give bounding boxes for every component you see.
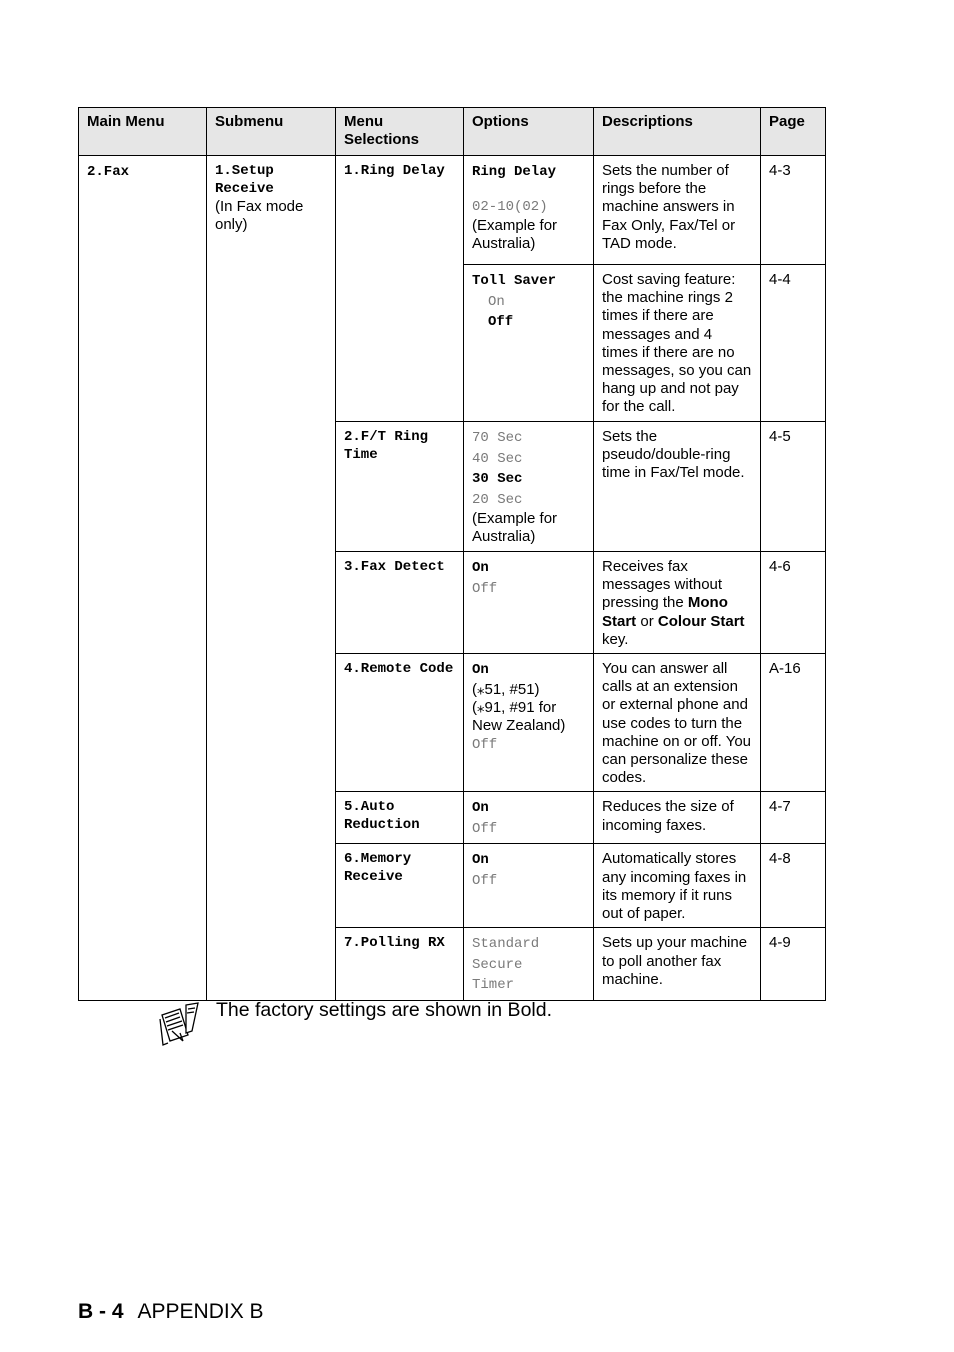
option-value: Timer bbox=[472, 977, 515, 994]
menu-selection-cell bbox=[336, 156, 464, 422]
page-cell: 4-3 bbox=[761, 156, 826, 265]
menu-selection-cell bbox=[336, 552, 464, 654]
option-value: 70 Sec bbox=[472, 430, 523, 446]
options-cell bbox=[464, 265, 594, 422]
header-page: Page bbox=[761, 108, 826, 156]
table-body bbox=[79, 156, 826, 1001]
description-cell bbox=[594, 156, 761, 265]
header-descriptions: Descriptions bbox=[594, 108, 761, 156]
header-submenu: Submenu bbox=[207, 108, 336, 156]
option-spacer bbox=[472, 183, 585, 197]
description-text: Cost saving feature: the machine rings 2 times if there are messages and 4 times if there are no messages, so you can hang up and not pay for the call. bbox=[602, 271, 752, 416]
menu-selection-label: 3.Fax Detect bbox=[344, 559, 445, 575]
description-text: Receives fax messages without pressing the bbox=[602, 558, 723, 612]
description-cell bbox=[594, 552, 761, 654]
options-cell bbox=[464, 654, 594, 792]
option-value: Off bbox=[472, 580, 498, 597]
page-label: B - 4 bbox=[78, 1300, 124, 1323]
description-text: Sets the pseudo/double-ring time in Fax/Tel mode. bbox=[602, 428, 745, 482]
option-value: Ring Delay bbox=[472, 164, 557, 180]
page-cell: 4-4 bbox=[761, 265, 826, 422]
option-value: On bbox=[472, 800, 489, 817]
menu-selection-cell bbox=[336, 928, 464, 1001]
submenu-note: (In Fax mode only) bbox=[215, 198, 304, 234]
menu-selection-cell bbox=[336, 422, 464, 552]
description-cell bbox=[594, 422, 761, 552]
option-value: Off bbox=[472, 820, 498, 837]
menu-selection-cell bbox=[336, 792, 464, 844]
main-menu-cell bbox=[79, 156, 207, 1001]
menu-selection-label: 7.Polling RX bbox=[344, 935, 445, 952]
options-cell bbox=[464, 928, 594, 1001]
submenu-code: 1.Setup Receive bbox=[215, 163, 274, 197]
option-value: Secure bbox=[472, 956, 523, 973]
table-header-row bbox=[79, 108, 826, 156]
header-menu-selections: Menu Selections bbox=[336, 108, 464, 156]
description-text: Sets the number of rings before the machine answers in Fax Only, Fax/Tel or TAD mode. bbox=[602, 162, 736, 252]
header-main-menu: Main Menu bbox=[79, 108, 207, 156]
option-value: Standard bbox=[472, 936, 540, 953]
option-value: On bbox=[472, 560, 489, 576]
key-name: Mono Start bbox=[602, 594, 728, 630]
menu-selection-cell bbox=[336, 654, 464, 792]
page-cell: 4-6 bbox=[761, 552, 826, 654]
description-cell bbox=[594, 654, 761, 792]
section-title: APPENDIX B bbox=[137, 1300, 264, 1323]
description-text: Sets up your machine to poll another fax machine. bbox=[602, 934, 748, 988]
option-value: (⁎51, #51) bbox=[472, 680, 540, 698]
menu-selection-label: 5.Auto Reduction bbox=[344, 799, 420, 834]
menu-selection-cell bbox=[336, 844, 464, 928]
option-value: (Example for Australia) bbox=[472, 510, 561, 546]
page-cell: 4-9 bbox=[761, 928, 826, 1001]
submenu-cell bbox=[207, 156, 336, 1001]
option-value: (⁎91, #91 for New Zealand) bbox=[472, 698, 566, 734]
description-cell bbox=[594, 844, 761, 928]
option-value: On bbox=[472, 662, 489, 679]
options-cell bbox=[464, 156, 594, 265]
option-value: (Example for Australia) bbox=[472, 217, 561, 253]
option-value: Off bbox=[488, 314, 514, 330]
description-text: key. bbox=[602, 630, 629, 648]
options-cell bbox=[464, 422, 594, 552]
option-value: 20 Sec bbox=[472, 491, 523, 508]
table-row bbox=[79, 156, 826, 265]
options-cell bbox=[464, 844, 594, 928]
option-value: 40 Sec bbox=[472, 450, 523, 467]
header-options: Options bbox=[464, 108, 594, 156]
option-value: On bbox=[488, 293, 505, 310]
option-value: On bbox=[472, 852, 489, 869]
description-text: or bbox=[636, 612, 658, 630]
main-menu-label: 2.Fax bbox=[87, 164, 130, 180]
description-text: Reduces the size of incoming faxes. bbox=[602, 798, 734, 834]
option-value: Off bbox=[472, 737, 498, 754]
description-text: You can answer all calls at an extension or external phone and use codes to turn the machine on or off. You can personalize these codes. bbox=[602, 660, 752, 787]
description-text: Automatically stores any incoming faxes in its memory if it runs out of paper. bbox=[602, 850, 747, 923]
page-cell: 4-7 bbox=[761, 792, 826, 844]
page-cell: 4-5 bbox=[761, 422, 826, 552]
page-footer bbox=[78, 1300, 264, 1324]
description-cell bbox=[594, 265, 761, 422]
options-cell bbox=[464, 552, 594, 654]
option-value: Off bbox=[472, 872, 498, 889]
note-text: The factory settings are shown in Bold. bbox=[216, 999, 553, 1021]
menu-selection-label: 6.Memory Receive bbox=[344, 851, 412, 886]
menu-selection-label: 2.F/T Ring Time bbox=[344, 429, 429, 463]
options-cell bbox=[464, 792, 594, 844]
menu-table bbox=[78, 107, 826, 1001]
option-value: 30 Sec bbox=[472, 471, 523, 487]
option-value: 02-10(02) bbox=[472, 198, 548, 215]
menu-selection-label: 1.Ring Delay bbox=[344, 163, 445, 179]
option-value: Toll Saver bbox=[472, 273, 557, 289]
key-name: Colour Start bbox=[657, 612, 745, 630]
page-cell: 4-8 bbox=[761, 844, 826, 928]
menu-selection-label: 4.Remote Code bbox=[344, 661, 454, 678]
description-cell bbox=[594, 928, 761, 1001]
memo-pencil-icon bbox=[158, 1000, 202, 1048]
description-cell bbox=[594, 792, 761, 844]
page-cell: A-16 bbox=[761, 654, 826, 792]
